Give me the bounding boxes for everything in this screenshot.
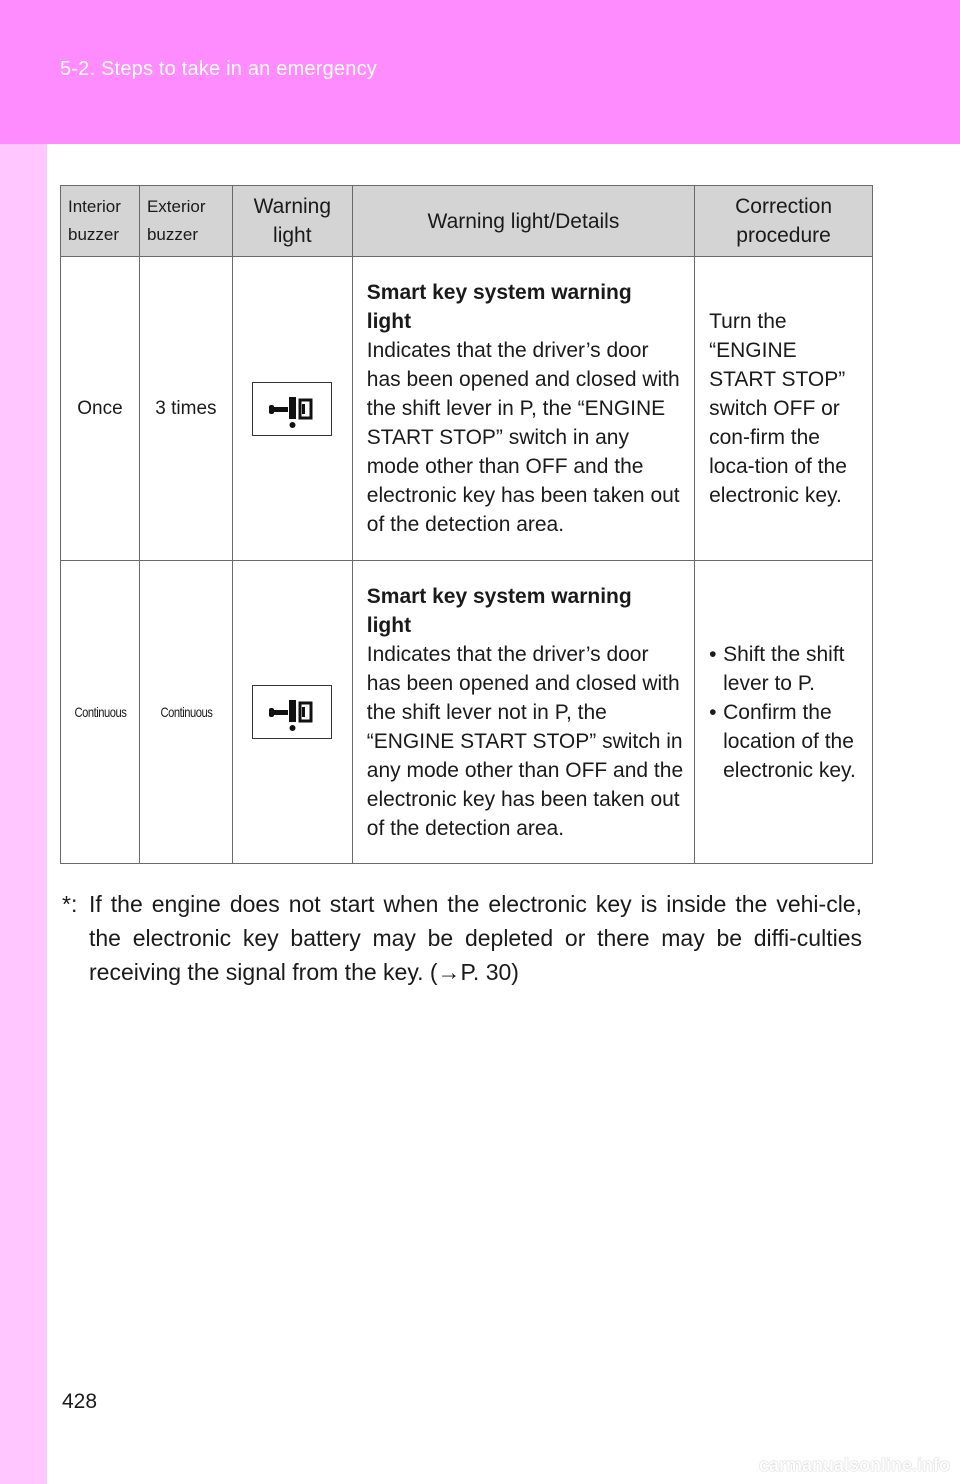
- interior-buzzer-cell: Continuous: [61, 561, 140, 864]
- table-row: [61, 561, 873, 864]
- col-exterior-buzzer: Exterior buzzer: [139, 186, 232, 257]
- smart-key-warning-icon: [252, 382, 332, 436]
- footnote-text: If the engine does not start when the electronic key is inside the vehi-cle, the electronic key battery may be depleted or there may be diffi-culties receiving the signal from the key. (→P. 30): [89, 891, 862, 985]
- details-cell: [352, 561, 694, 864]
- warning-title: Smart key system warning: [366, 584, 632, 608]
- warning-title: Smart key system warning: [366, 281, 632, 304]
- col-warning-light: Warning light: [232, 186, 352, 257]
- warning-table: [60, 185, 873, 864]
- warning-title-cont: light: [366, 310, 412, 333]
- exterior-buzzer-cell: 3 times: [139, 257, 232, 561]
- page-number: 428: [62, 1390, 98, 1413]
- watermark: carmanualsonline.info: [758, 1455, 950, 1475]
- correction-cell: [695, 561, 873, 864]
- exterior-buzzer-cell: Continuous: [139, 561, 232, 864]
- warning-title-cont: light: [366, 613, 412, 637]
- correction-cell: Turn the “ENGINE START STOP” switch OFF or con-firm the loca-tion of the electronic key.: [695, 257, 873, 561]
- footnote: [62, 887, 862, 989]
- warning-description: Indicates that the driver’s door has been opened and closed with the shift lever in P, the “ENGINE START STOP” switch in any mode other than OFF and the electronic key has been taken out of the detection area.: [366, 339, 680, 536]
- page-header: [0, 0, 960, 144]
- details-cell: [352, 257, 694, 561]
- table-row: [61, 257, 873, 561]
- section-title: 5-2. Steps to take in an emergency: [60, 58, 377, 80]
- col-interior-buzzer: Interior buzzer: [61, 186, 140, 257]
- warning-light-cell: [232, 257, 352, 561]
- col-correction: Correction procedure: [695, 186, 873, 257]
- footnote-mark: *:: [62, 891, 78, 917]
- correction-list: [709, 640, 866, 785]
- table-header-row: [61, 186, 873, 257]
- list-item: • Shift the shift lever to P.: [709, 640, 866, 698]
- list-item: • Confirm the location of the electronic key.: [709, 698, 866, 785]
- smart-key-warning-icon: [252, 685, 332, 739]
- warning-description: Indicates that the driver’s door has been opened and closed with the shift lever not in P, the “ENGINE START STOP” switch in any mode other than OFF and the electronic key has been taken out of the detection area.: [366, 642, 684, 840]
- side-strip: [0, 0, 47, 1484]
- col-details: Warning light/Details: [352, 186, 694, 257]
- interior-buzzer-cell: Once: [61, 257, 140, 561]
- warning-light-cell: [232, 561, 352, 864]
